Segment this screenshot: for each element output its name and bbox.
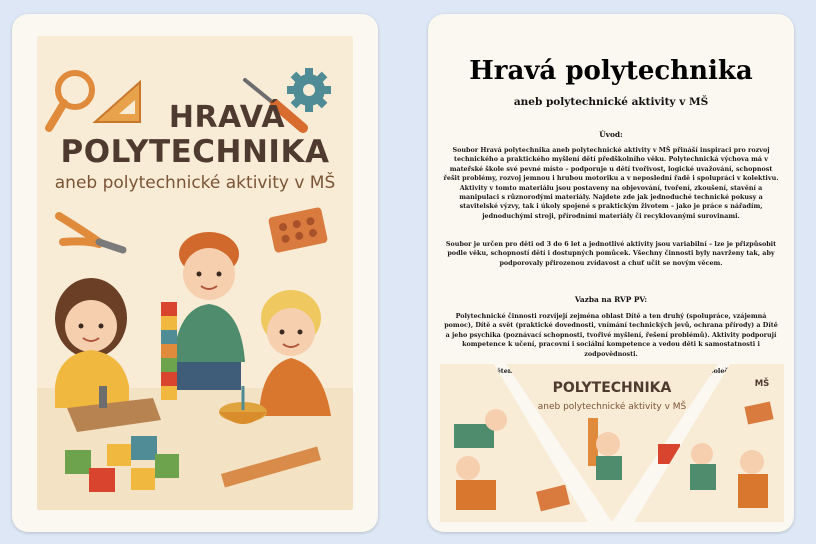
child-girl-left [55,278,129,408]
child-girl-right [259,290,331,416]
cover-subtitle: aneb polytechnické aktivity v MŠ [54,173,336,193]
cover-illustration [37,36,353,510]
closing-paragraph: dětem společné [492,367,738,375]
section-heading-rvp: Vazba na RVP PV: [574,295,648,304]
mini-cover-fragment: MŠ [754,379,770,389]
page-title: Hravá polytechnika [469,56,753,86]
mini-cover-subtitle: aneb polytechnické aktivity v MŠ [537,402,687,412]
section-heading-intro: Úvod: [599,130,623,139]
cover-title-line-1: HRAVÁ [168,100,286,135]
pliers-icon [59,216,123,250]
intro-paragraph-1: Soubor Hravá polytechnika aneb polytechnické aktivity v MŠ přináší inspiraci pro rozvoj technického a praktického myšlení dětí předškolního věku. Polytechnická výchova má v mateřské škole své pevné místo – podporuje u dětí tvořivost, logické uvažování, schopnost řešit problémy, rozvoj jemnou i hrubou motoriku a v neposlední řadě i spolupráci v kolektivu. Aktivity v tomto materiálu jsou postaveny na objevování, tvoření, zkoušení, stavění a manipulaci s různorodými materiály. Najdete zde jak jednoduché technické pokusy a stavitelské výzvy, tak i úkoly spojené s praktickým životem – jako je práce s nářadím, jednoduchými stroji, přírodními materiály či recyklovanými surovinami. [443,146,779,220]
cover-page[interactable] [12,14,378,532]
rvp-paragraph: Polytechnické činnosti rozvíjejí zejména oblast Dítě a ten druhý (spolupráce, vzájemná pomoc), Dítě a svět (praktické dovednosti, vnímání technických jevů, ochrana přírody) a Dítě a jeho psychika (poznávací schopnosti, tvořivé myšlení, řešení problémů). Aktivity podporují kompetence k učení, pracovní i sociální kompetence a vedou děti k samostatnosti i zodpovědnosti. [444,312,778,358]
block-tower [161,302,177,400]
mini-cover-title: POLYTECHNIKA [552,380,672,396]
page-subtitle: aneb polytechnické aktivity v MŠ [513,96,709,108]
intro-paragraph-2: Soubor je určen pro děti od 3 do 6 let a jednotlivé aktivity jsou variabilní – lze je přizpůsobit podle věku, schopností dětí i dostupných pomůcek. Všechny činnosti byly navrženy tak, aby podporovaly přirozenou zvídavost a chuť učit se novým věcem. [445,240,777,267]
brick-icon [268,207,328,253]
mini-cover-collage [440,362,784,522]
cover-title-line-2: POLYTECHNIKA [60,134,330,170]
intro-page[interactable] [428,14,794,532]
child-boy-middle [173,232,245,390]
